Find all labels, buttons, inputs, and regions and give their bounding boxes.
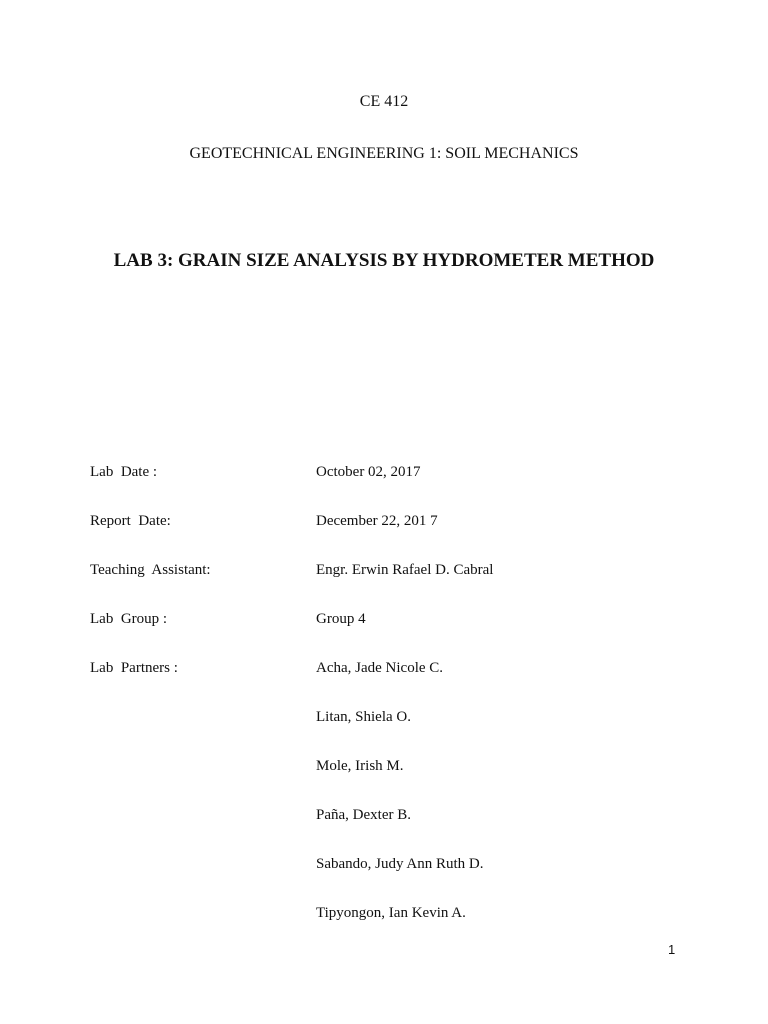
lab-group-value: Group 4: [316, 611, 366, 627]
lab-partner-item: Tipyongon, Ian Kevin A.: [316, 905, 466, 921]
lab-partner-item: Mole, Irish M.: [316, 758, 404, 774]
lab-date-value: October 02, 2017: [316, 464, 421, 480]
teaching-assistant-value: Engr. Erwin Rafael D. Cabral: [316, 562, 494, 578]
lab-partner-item: Sabando, Judy Ann Ruth D.: [316, 856, 484, 872]
report-date-value: December 22, 201 7: [316, 513, 438, 529]
teaching-assistant-label: Teaching Assistant:: [90, 562, 211, 578]
lab-group-label: Lab Group :: [90, 611, 168, 627]
lab-date-label: Lab Date :: [90, 464, 158, 480]
page-number: 1: [668, 942, 676, 957]
lab-partner-item: Acha, Jade Nicole C.: [316, 660, 444, 676]
course-title: GEOTECHNICAL ENGINEERING 1: SOIL MECHANICS: [189, 145, 579, 162]
lab-title: LAB 3: GRAIN SIZE ANALYSIS BY HYDROMETER METHOD: [113, 250, 655, 271]
lab-partner-item: Litan, Shiela O.: [316, 709, 411, 725]
lab-partner-item: Paña, Dexter B.: [316, 807, 411, 823]
lab-partners-label: Lab Partners :: [90, 660, 178, 676]
report-date-label: Report Date:: [90, 513, 171, 529]
course-code: CE 412: [359, 93, 409, 110]
